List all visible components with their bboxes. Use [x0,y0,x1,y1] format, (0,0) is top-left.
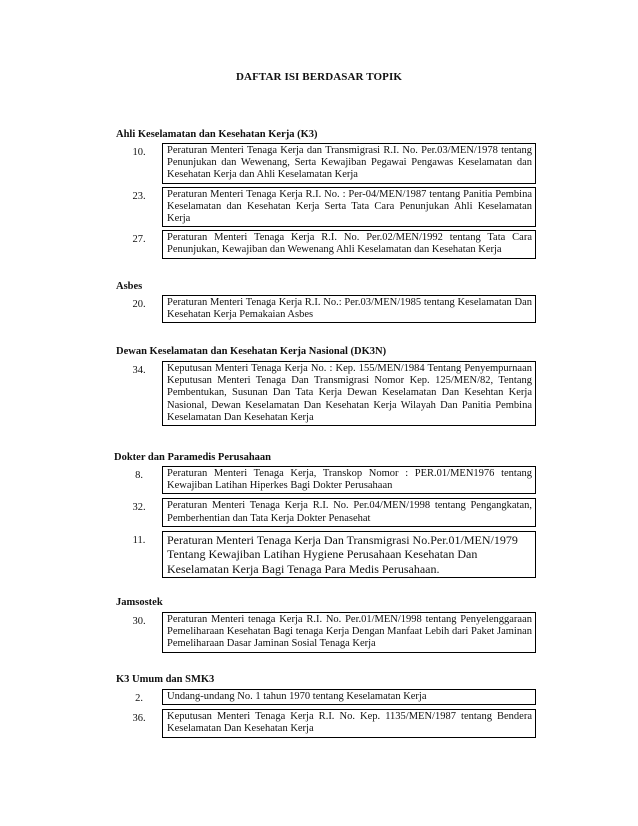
section-title: Asbes [116,281,143,292]
section-asbes [116,280,536,323]
toc-entry [116,143,536,184]
toc-entry [116,230,536,258]
entry-text: Peraturan Menteri Tenaga Kerja R.I. No. : Per-04/MEN/1987 tentang Panitia Pembina Keselamatan dan Kesehatan Kerja Serta Tata Cara Penunjukan Ahli Keselamatan Kerja [162,187,536,228]
entry-number: 2. [135,693,143,704]
section-title: Jamsostek [116,597,163,608]
entry-number: 20. [132,299,146,310]
entry-text: Peraturan Menteri Tenaga Kerja R.I. No. Per.04/MEN/1998 tentang Pengangkatan, Pemberhentian dan Tata Kerja Dokter Penasehat [162,498,536,526]
entry-text: Peraturan Menteri Tenaga Kerja Dan Transmigrasi No.Per.01/MEN/1979 Tentang Kewajiban Latihan Hygiene Perusahaan Kesehatan Dan Keselamatan Kerja Bagi Tenaga Para Medis Perusahaan. [162,531,536,579]
entry-text: Peraturan Menteri Tenaga Kerja dan Transmigrasi R.I. No. Per.03/MEN/1978 tentang Penunjukan dan Wewenang, Serta Kewajiban Pegawai Pengawas Keselamatan dan Kesehatan Kerja dan Ahli Keselamatan Kerja [162,143,536,184]
toc-entry [116,689,536,705]
entry-number: 11. [132,534,146,546]
section-title: Dokter dan Paramedis Perusahaan [114,452,272,463]
entry-text: Peraturan Menteri tenaga Kerja R.I. No. Per.01/MEN/1998 tentang Penyelenggaraan Pemeliharaan Kesehatan Bagi tenaga Kerja Dengan Manfaat Lebih dari Paket Jaminan Pemeliharaan Dasar Jaminan Sosial Tenaga Kerja [162,612,536,653]
section-ahli-k3 [116,128,536,259]
toc-entry [114,498,536,526]
entry-number: 8. [135,470,143,481]
entry-number: 32. [132,502,146,514]
toc-entry [114,531,536,579]
entry-number: 10. [132,147,146,158]
entry-number: 34. [132,365,146,376]
section-dk3n [116,345,536,426]
toc-entry [116,295,536,323]
section-jamsostek [116,596,536,653]
section-dokter-paramedis [114,451,536,578]
toc-entry [116,361,536,426]
toc-entry [116,612,536,653]
entry-text: Peraturan Menteri Tenaga Kerja R.I. No. Per.02/MEN/1992 tentang Tata Cara Penunjukan, Kewajiban dan Wewenang Ahli Keselamatan dan Kesehatan Kerja [162,230,536,258]
section-title: Dewan Keselamatan dan Kesehatan Kerja Nasional (DK3N) [116,346,387,357]
page-title: DAFTAR ISI BERDASAR TOPIK [235,71,402,83]
section-title: K3 Umum dan SMK3 [116,674,215,685]
entry-text: Keputusan Menteri Tenaga Kerja R.I. No. Kep. 1135/MEN/1987 tentang Bendera Keselamatan Dan Kesehatan Kerja [162,709,536,737]
entry-number: 36. [132,713,146,725]
toc-entry [114,466,536,494]
toc-entry [116,187,536,228]
entry-text: Keputusan Menteri Tenaga Kerja No. : Kep. 155/MEN/1984 Tentang Penyempurnaan Keputusan Menteri Tenaga Dan Transmigrasi Nomor Kep. 125/MEN/82, Tentang Pembentukan, Susunan Dan Tata Kerja Dewan Keselamatan Dan Kesehtan Kerja Nasional, Dewan Keselamatan Dan Kesehatan Kerja Wilayah Dan Panitia Pembina Keselamatan Dan Kesehatan Kerja [162,361,536,426]
entry-text: Peraturan Menteri Tenaga Kerja R.I. No.: Per.03/MEN/1985 tentang Keselamatan Dan Kesehatan Kerja Pemakaian Asbes [162,295,536,323]
entry-text: Undang-undang No. 1 tahun 1970 tentang Keselamatan Kerja [162,689,536,705]
entry-number: 27. [132,234,146,246]
toc-entry [116,709,536,737]
entry-number: 23. [132,190,146,202]
entry-number: 30. [132,616,146,627]
entry-text: Peraturan Menteri Tenaga Kerja, Transkop Nomor : PER.01/MEN1976 tentang Kewajiban Latihan Hiperkes Bagi Dokter Perusahaan [162,466,536,494]
section-k3-umum-smk3 [116,673,536,738]
section-title: Ahli Keselamatan dan Kesehatan Kerja (K3) [116,129,318,140]
